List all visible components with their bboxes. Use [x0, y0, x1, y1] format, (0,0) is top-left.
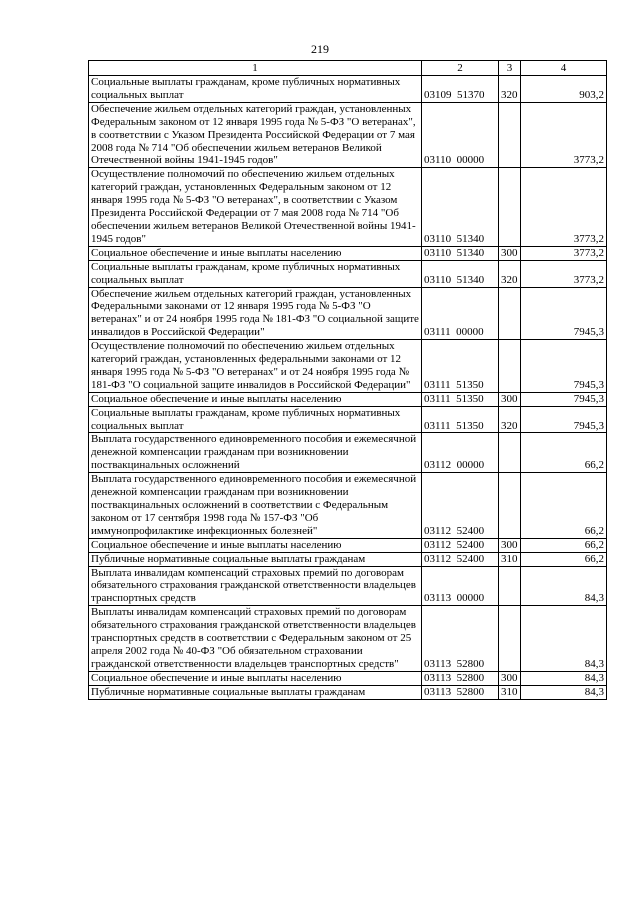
row-code-cell: 03111 51350: [422, 392, 499, 406]
row-expense-type-cell: [499, 168, 521, 246]
row-amount-cell: 7945,3: [521, 287, 607, 340]
row-amount-cell: 7945,3: [521, 406, 607, 433]
table-row: [89, 606, 607, 672]
row-expense-type-cell: [499, 102, 521, 168]
table-row: [89, 102, 607, 168]
row-amount-cell: 3773,2: [521, 102, 607, 168]
row-name-cell: Выплата государственного единовременного пособия и ежемесячной денежной компенсации гражданам при возникновении поствакцинальных осложнений в соответствии с Федеральным законом от 17 сентября 1998 года № 157-ФЗ "Об иммунопрофилактике инфекционных болезней": [89, 473, 422, 539]
table-row: [89, 538, 607, 552]
row-expense-type-cell: [499, 473, 521, 539]
row-amount-cell: 84,3: [521, 606, 607, 672]
table-row: [89, 406, 607, 433]
row-amount-cell: 903,2: [521, 76, 607, 103]
column-header-2: 2: [422, 61, 499, 76]
row-amount-cell: 66,2: [521, 433, 607, 473]
row-amount-cell: 3773,2: [521, 260, 607, 287]
table-row: [89, 340, 607, 393]
row-code-cell: 03111 00000: [422, 287, 499, 340]
row-expense-type-cell: 300: [499, 671, 521, 685]
row-name-cell: Выплата инвалидам компенсаций страховых премий по договорам обязательного страхования гражданской ответственности владельцев транспортных средств: [89, 566, 422, 606]
table-row: [89, 566, 607, 606]
row-code-cell: 03111 51350: [422, 406, 499, 433]
row-code-cell: 03112 00000: [422, 433, 499, 473]
row-code-cell: 03112 52400: [422, 538, 499, 552]
row-name-cell: Осуществление полномочий по обеспечению жильем отдельных категорий граждан, установленных Федеральным законом от 12 января 1995 года № 5-ФЗ "О ветеранах", в соответствии с Указом Президента Российской Федерации от 7 мая 2008 года № 714 "Об обеспечении жильем ветеранов Великой Отечественной войны 1941-1945 годов": [89, 168, 422, 246]
row-expense-type-cell: 310: [499, 552, 521, 566]
row-name-cell: Социальные выплаты гражданам, кроме публичных нормативных социальных выплат: [89, 260, 422, 287]
table-row: [89, 287, 607, 340]
row-amount-cell: 3773,2: [521, 246, 607, 260]
row-amount-cell: 3773,2: [521, 168, 607, 246]
row-expense-type-cell: 310: [499, 685, 521, 699]
row-name-cell: Выплаты инвалидам компенсаций страховых премий по договорам обязательного страхования гражданской ответственности владельцев транспортных средств в соответствии с Федеральным законом от 25 апреля 2002 года № 40-ФЗ "Об обязательном страховании гражданской ответственности владельцев транспортных средств": [89, 606, 422, 672]
table-row: [89, 76, 607, 103]
row-expense-type-cell: [499, 606, 521, 672]
row-expense-type-cell: [499, 287, 521, 340]
table-row: [89, 433, 607, 473]
row-amount-cell: 84,3: [521, 566, 607, 606]
row-code-cell: 03113 52800: [422, 671, 499, 685]
row-name-cell: Социальное обеспечение и иные выплаты населению: [89, 538, 422, 552]
table-row: [89, 685, 607, 699]
row-expense-type-cell: 300: [499, 538, 521, 552]
row-expense-type-cell: 320: [499, 260, 521, 287]
table-row: [89, 392, 607, 406]
row-code-cell: 03110 51340: [422, 168, 499, 246]
row-code-cell: 03110 51340: [422, 246, 499, 260]
row-code-cell: 03109 51370: [422, 76, 499, 103]
budget-table: [88, 60, 607, 700]
row-name-cell: Социальные выплаты гражданам, кроме публичных нормативных социальных выплат: [89, 406, 422, 433]
row-name-cell: Публичные нормативные социальные выплаты гражданам: [89, 552, 422, 566]
row-amount-cell: 66,2: [521, 552, 607, 566]
row-name-cell: Социальное обеспечение и иные выплаты населению: [89, 671, 422, 685]
row-name-cell: Публичные нормативные социальные выплаты гражданам: [89, 685, 422, 699]
row-name-cell: Социальное обеспечение и иные выплаты населению: [89, 246, 422, 260]
table-row: [89, 671, 607, 685]
column-header-3: 3: [499, 61, 521, 76]
row-name-cell: Социальные выплаты гражданам, кроме публичных нормативных социальных выплат: [89, 76, 422, 103]
row-amount-cell: 7945,3: [521, 392, 607, 406]
row-name-cell: Обеспечение жильем отдельных категорий граждан, установленных Федеральным законом от 12 января 1995 года № 5-ФЗ "О ветеранах", в соответствии с Указом Президента Российской Федерации от 7 мая 2008 года № 714 "Об обеспечении жильем ветеранов Великой Отечественной войны 1941-1945 годов": [89, 102, 422, 168]
row-code-cell: 03110 51340: [422, 260, 499, 287]
row-expense-type-cell: [499, 340, 521, 393]
row-code-cell: 03110 00000: [422, 102, 499, 168]
row-code-cell: 03113 52800: [422, 606, 499, 672]
table-row: [89, 552, 607, 566]
row-amount-cell: 84,3: [521, 671, 607, 685]
row-amount-cell: 7945,3: [521, 340, 607, 393]
table-header: [89, 61, 607, 76]
column-header-4: 4: [521, 61, 607, 76]
column-header-1: 1: [89, 61, 422, 76]
row-expense-type-cell: 320: [499, 406, 521, 433]
table-row: [89, 473, 607, 539]
row-amount-cell: 84,3: [521, 685, 607, 699]
row-expense-type-cell: [499, 566, 521, 606]
row-name-cell: Осуществление полномочий по обеспечению жильем отдельных категорий граждан, установленных федеральными законами от 12 января 1995 года № 5-ФЗ "О ветеранах" и от 24 ноября 1995 года № 181-ФЗ "О социальной защите инвалидов в Российской Федерации": [89, 340, 422, 393]
row-name-cell: Социальное обеспечение и иные выплаты населению: [89, 392, 422, 406]
row-expense-type-cell: 320: [499, 76, 521, 103]
row-name-cell: Выплата государственного единовременного пособия и ежемесячной денежной компенсации гражданам при возникновении поствакцинальных осложнений: [89, 433, 422, 473]
row-code-cell: 03111 51350: [422, 340, 499, 393]
header-row: [89, 61, 607, 76]
row-code-cell: 03112 52400: [422, 473, 499, 539]
row-code-cell: 03113 00000: [422, 566, 499, 606]
row-code-cell: 03113 52800: [422, 685, 499, 699]
row-expense-type-cell: 300: [499, 392, 521, 406]
table-row: [89, 246, 607, 260]
row-amount-cell: 66,2: [521, 473, 607, 539]
row-expense-type-cell: [499, 433, 521, 473]
table-body: [89, 76, 607, 700]
row-expense-type-cell: 300: [499, 246, 521, 260]
row-code-cell: 03112 52400: [422, 552, 499, 566]
page-number: 219: [311, 42, 329, 56]
row-amount-cell: 66,2: [521, 538, 607, 552]
table-row: [89, 168, 607, 246]
row-name-cell: Обеспечение жильем отдельных категорий граждан, установленных Федеральными законами от 12 января 1995 года № 5-ФЗ "О ветеранах" и от 24 ноября 1995 года № 181-ФЗ "О социальной защите инвалидов в Российской Федерации": [89, 287, 422, 340]
table-row: [89, 260, 607, 287]
